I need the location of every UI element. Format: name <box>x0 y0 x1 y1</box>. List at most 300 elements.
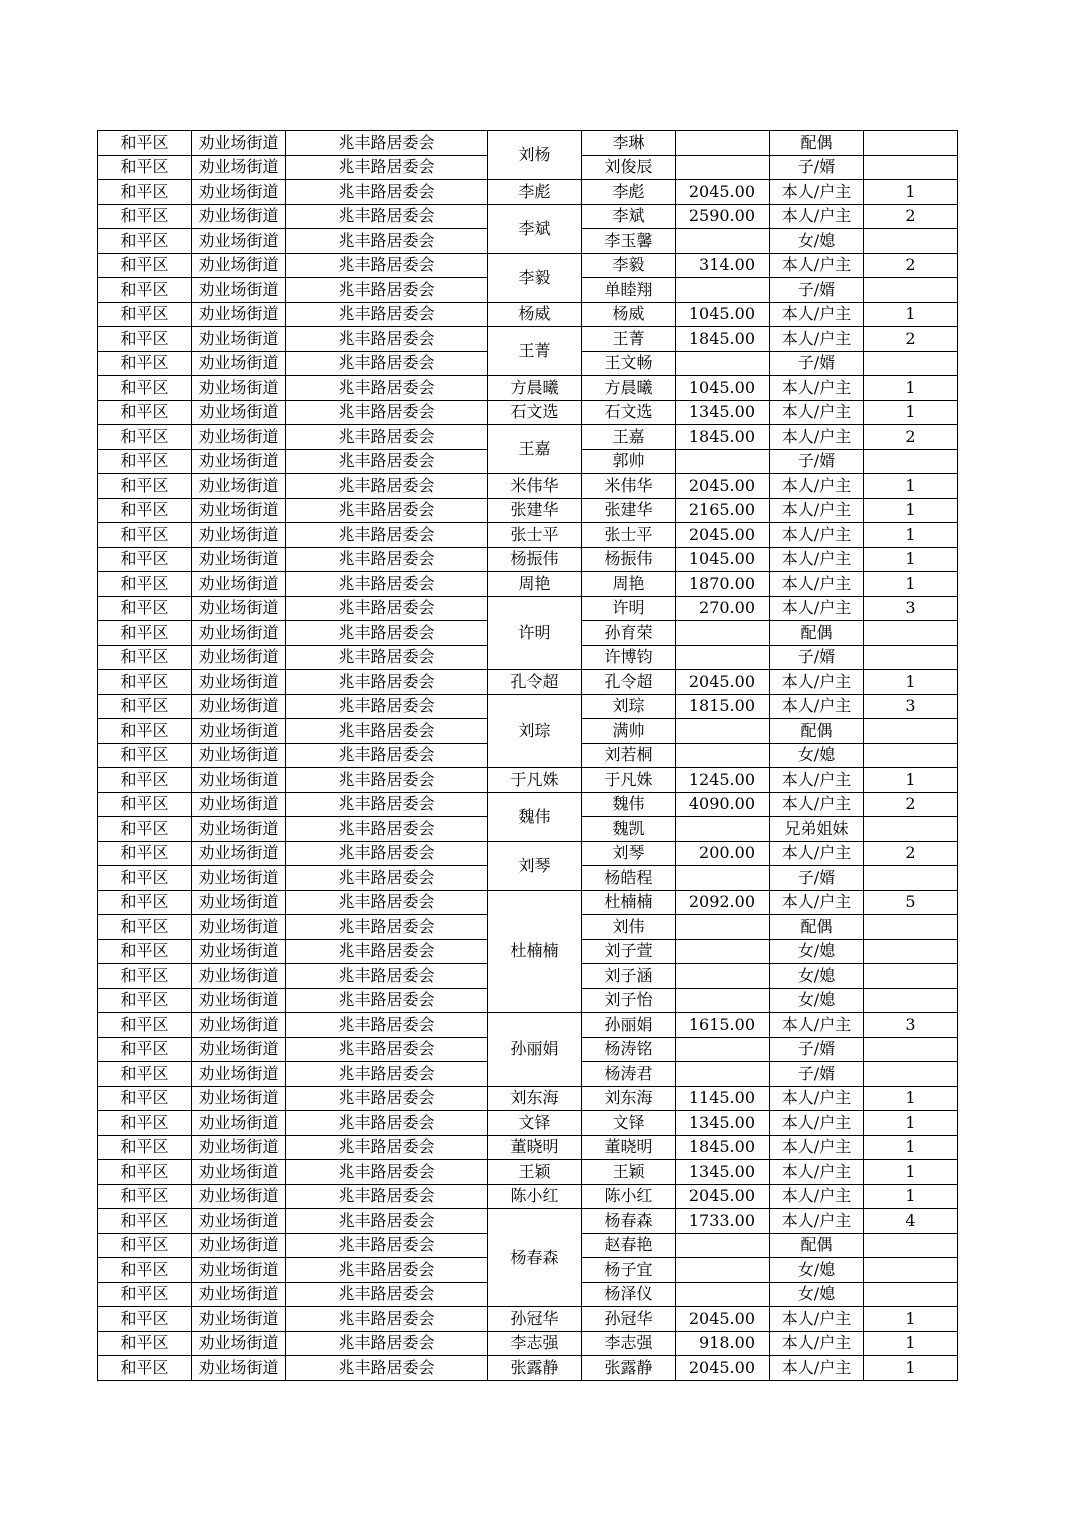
member-name-cell: 李琳 <box>582 131 676 156</box>
relation-cell: 本人/户主 <box>770 1184 864 1209</box>
relation-cell: 子/婿 <box>770 1037 864 1062</box>
household-head-cell: 李斌 <box>488 204 582 253</box>
table-row <box>98 425 958 450</box>
district-cell: 和平区 <box>98 792 192 817</box>
district-cell: 和平区 <box>98 1062 192 1087</box>
household-size-cell <box>864 229 958 254</box>
household-size-cell: 1 <box>864 1135 958 1160</box>
relation-cell: 子/婿 <box>770 155 864 180</box>
committee-cell: 兆丰路居委会 <box>286 180 488 205</box>
district-cell: 和平区 <box>98 817 192 842</box>
relation-cell: 本人/户主 <box>770 523 864 548</box>
member-name-cell: 刘伟 <box>582 915 676 940</box>
subdistrict-cell: 劝业场街道 <box>192 866 286 891</box>
subdistrict-cell: 劝业场街道 <box>192 1233 286 1258</box>
amount-cell <box>676 817 770 842</box>
household-size-cell: 1 <box>864 1331 958 1356</box>
table-row <box>98 523 958 548</box>
district-cell: 和平区 <box>98 1013 192 1038</box>
amount-cell: 4090.00 <box>676 792 770 817</box>
subdistrict-cell: 劝业场街道 <box>192 1160 286 1185</box>
household-size-cell <box>864 915 958 940</box>
member-name-cell: 杨涛君 <box>582 1062 676 1087</box>
household-size-cell <box>864 1258 958 1283</box>
household-size-cell <box>864 351 958 376</box>
subdistrict-cell: 劝业场街道 <box>192 1062 286 1087</box>
district-cell: 和平区 <box>98 1135 192 1160</box>
district-cell: 和平区 <box>98 866 192 891</box>
member-name-cell: 郭帅 <box>582 449 676 474</box>
relation-cell: 本人/户主 <box>770 400 864 425</box>
amount-cell <box>676 1282 770 1307</box>
table-row <box>98 376 958 401</box>
relation-cell: 本人/户主 <box>770 1209 864 1234</box>
household-size-cell <box>864 155 958 180</box>
committee-cell: 兆丰路居委会 <box>286 253 488 278</box>
relation-cell: 本人/户主 <box>770 253 864 278</box>
subdistrict-cell: 劝业场街道 <box>192 131 286 156</box>
committee-cell: 兆丰路居委会 <box>286 792 488 817</box>
relation-cell: 本人/户主 <box>770 1331 864 1356</box>
household-size-cell <box>864 743 958 768</box>
member-name-cell: 于凡姝 <box>582 768 676 793</box>
relation-cell: 本人/户主 <box>770 694 864 719</box>
household-head-cell: 刘琴 <box>488 841 582 890</box>
household-size-cell: 2 <box>864 327 958 352</box>
household-head-cell: 张建华 <box>488 498 582 523</box>
amount-cell <box>676 719 770 744</box>
household-head-cell: 孙丽娟 <box>488 1013 582 1087</box>
amount-cell: 1345.00 <box>676 400 770 425</box>
committee-cell: 兆丰路居委会 <box>286 817 488 842</box>
amount-cell: 314.00 <box>676 253 770 278</box>
subdistrict-cell: 劝业场街道 <box>192 523 286 548</box>
committee-cell: 兆丰路居委会 <box>286 229 488 254</box>
relation-cell: 子/婿 <box>770 1062 864 1087</box>
subdistrict-cell: 劝业场街道 <box>192 670 286 695</box>
member-name-cell: 杨泽仪 <box>582 1282 676 1307</box>
committee-cell: 兆丰路居委会 <box>286 694 488 719</box>
district-cell: 和平区 <box>98 645 192 670</box>
household-head-cell: 张士平 <box>488 523 582 548</box>
amount-cell: 1345.00 <box>676 1160 770 1185</box>
household-size-cell: 1 <box>864 376 958 401</box>
committee-cell: 兆丰路居委会 <box>286 1160 488 1185</box>
relation-cell: 女/媳 <box>770 1282 864 1307</box>
committee-cell: 兆丰路居委会 <box>286 572 488 597</box>
relation-cell: 本人/户主 <box>770 204 864 229</box>
relation-cell: 子/婿 <box>770 866 864 891</box>
district-cell: 和平区 <box>98 229 192 254</box>
relation-cell: 本人/户主 <box>770 670 864 695</box>
household-head-cell: 米伟华 <box>488 474 582 499</box>
committee-cell: 兆丰路居委会 <box>286 988 488 1013</box>
district-cell: 和平区 <box>98 1086 192 1111</box>
member-name-cell: 石文选 <box>582 400 676 425</box>
household-size-cell <box>864 278 958 303</box>
member-name-cell: 单睦翔 <box>582 278 676 303</box>
amount-cell: 200.00 <box>676 841 770 866</box>
amount-cell <box>676 939 770 964</box>
member-name-cell: 刘子怡 <box>582 988 676 1013</box>
district-cell: 和平区 <box>98 1331 192 1356</box>
district-cell: 和平区 <box>98 1282 192 1307</box>
relation-cell: 本人/户主 <box>770 1160 864 1185</box>
relation-cell: 本人/户主 <box>770 327 864 352</box>
household-size-cell: 1 <box>864 1184 958 1209</box>
district-cell: 和平区 <box>98 621 192 646</box>
table-row <box>98 498 958 523</box>
member-name-cell: 杨威 <box>582 302 676 327</box>
household-table <box>97 130 958 1381</box>
district-cell: 和平区 <box>98 670 192 695</box>
district-cell: 和平区 <box>98 498 192 523</box>
amount-cell: 1615.00 <box>676 1013 770 1038</box>
subdistrict-cell: 劝业场街道 <box>192 964 286 989</box>
table-row <box>98 1111 958 1136</box>
subdistrict-cell: 劝业场街道 <box>192 498 286 523</box>
subdistrict-cell: 劝业场街道 <box>192 988 286 1013</box>
amount-cell: 1845.00 <box>676 327 770 352</box>
household-head-cell: 王颖 <box>488 1160 582 1185</box>
district-cell: 和平区 <box>98 327 192 352</box>
member-name-cell: 陈小红 <box>582 1184 676 1209</box>
member-name-cell: 李斌 <box>582 204 676 229</box>
subdistrict-cell: 劝业场街道 <box>192 1111 286 1136</box>
relation-cell: 女/媳 <box>770 939 864 964</box>
subdistrict-cell: 劝业场街道 <box>192 1356 286 1381</box>
committee-cell: 兆丰路居委会 <box>286 474 488 499</box>
household-size-cell <box>864 621 958 646</box>
amount-cell <box>676 743 770 768</box>
household-size-cell: 2 <box>864 253 958 278</box>
member-name-cell: 魏凯 <box>582 817 676 842</box>
household-size-cell <box>864 817 958 842</box>
household-size-cell: 1 <box>864 1111 958 1136</box>
committee-cell: 兆丰路居委会 <box>286 155 488 180</box>
district-cell: 和平区 <box>98 425 192 450</box>
household-head-cell: 周艳 <box>488 572 582 597</box>
household-head-cell: 杨振伟 <box>488 547 582 572</box>
amount-cell: 2045.00 <box>676 1307 770 1332</box>
relation-cell: 本人/户主 <box>770 302 864 327</box>
member-name-cell: 孙育荣 <box>582 621 676 646</box>
household-head-cell: 王菁 <box>488 327 582 376</box>
committee-cell: 兆丰路居委会 <box>286 449 488 474</box>
subdistrict-cell: 劝业场街道 <box>192 890 286 915</box>
subdistrict-cell: 劝业场街道 <box>192 1307 286 1332</box>
amount-cell: 2165.00 <box>676 498 770 523</box>
household-size-cell <box>864 939 958 964</box>
household-size-cell: 1 <box>864 1086 958 1111</box>
relation-cell: 女/媳 <box>770 743 864 768</box>
household-head-cell: 杜楠楠 <box>488 890 582 1013</box>
district-cell: 和平区 <box>98 302 192 327</box>
amount-cell: 1045.00 <box>676 547 770 572</box>
amount-cell: 2092.00 <box>676 890 770 915</box>
member-name-cell: 刘子涵 <box>582 964 676 989</box>
committee-cell: 兆丰路居委会 <box>286 1086 488 1111</box>
relation-cell: 本人/户主 <box>770 1356 864 1381</box>
relation-cell: 本人/户主 <box>770 547 864 572</box>
subdistrict-cell: 劝业场街道 <box>192 1013 286 1038</box>
committee-cell: 兆丰路居委会 <box>286 915 488 940</box>
committee-cell: 兆丰路居委会 <box>286 302 488 327</box>
household-size-cell: 1 <box>864 498 958 523</box>
subdistrict-cell: 劝业场街道 <box>192 1135 286 1160</box>
committee-cell: 兆丰路居委会 <box>286 1062 488 1087</box>
committee-cell: 兆丰路居委会 <box>286 1013 488 1038</box>
relation-cell: 女/媳 <box>770 229 864 254</box>
table-row <box>98 253 958 278</box>
household-size-cell: 3 <box>864 694 958 719</box>
relation-cell: 女/媳 <box>770 1258 864 1283</box>
district-cell: 和平区 <box>98 694 192 719</box>
committee-cell: 兆丰路居委会 <box>286 1111 488 1136</box>
relation-cell: 本人/户主 <box>770 768 864 793</box>
household-size-cell: 1 <box>864 302 958 327</box>
household-size-cell: 1 <box>864 474 958 499</box>
amount-cell: 1045.00 <box>676 302 770 327</box>
district-cell: 和平区 <box>98 131 192 156</box>
district-cell: 和平区 <box>98 376 192 401</box>
amount-cell: 1845.00 <box>676 425 770 450</box>
household-head-cell: 杨威 <box>488 302 582 327</box>
district-cell: 和平区 <box>98 1037 192 1062</box>
committee-cell: 兆丰路居委会 <box>286 376 488 401</box>
subdistrict-cell: 劝业场街道 <box>192 400 286 425</box>
household-head-cell: 石文选 <box>488 400 582 425</box>
member-name-cell: 杨春森 <box>582 1209 676 1234</box>
member-name-cell: 王嘉 <box>582 425 676 450</box>
household-size-cell: 1 <box>864 523 958 548</box>
member-name-cell: 杜楠楠 <box>582 890 676 915</box>
amount-cell: 1815.00 <box>676 694 770 719</box>
relation-cell: 子/婿 <box>770 645 864 670</box>
household-size-cell: 3 <box>864 1013 958 1038</box>
district-cell: 和平区 <box>98 1111 192 1136</box>
committee-cell: 兆丰路居委会 <box>286 596 488 621</box>
member-name-cell: 孙冠华 <box>582 1307 676 1332</box>
table-row <box>98 1013 958 1038</box>
amount-cell <box>676 988 770 1013</box>
committee-cell: 兆丰路居委会 <box>286 278 488 303</box>
district-cell: 和平区 <box>98 596 192 621</box>
table-row <box>98 400 958 425</box>
relation-cell: 配偶 <box>770 621 864 646</box>
member-name-cell: 孙丽娟 <box>582 1013 676 1038</box>
amount-cell: 1145.00 <box>676 1086 770 1111</box>
table-row <box>98 474 958 499</box>
district-cell: 和平区 <box>98 547 192 572</box>
relation-cell: 配偶 <box>770 131 864 156</box>
member-name-cell: 张士平 <box>582 523 676 548</box>
household-size-cell <box>864 645 958 670</box>
district-cell: 和平区 <box>98 1209 192 1234</box>
subdistrict-cell: 劝业场街道 <box>192 278 286 303</box>
subdistrict-cell: 劝业场街道 <box>192 817 286 842</box>
committee-cell: 兆丰路居委会 <box>286 204 488 229</box>
member-name-cell: 刘琮 <box>582 694 676 719</box>
relation-cell: 配偶 <box>770 719 864 744</box>
table-row <box>98 1356 958 1381</box>
subdistrict-cell: 劝业场街道 <box>192 694 286 719</box>
subdistrict-cell: 劝业场街道 <box>192 841 286 866</box>
household-head-cell: 许明 <box>488 596 582 670</box>
committee-cell: 兆丰路居委会 <box>286 1184 488 1209</box>
table-row <box>98 1209 958 1234</box>
amount-cell <box>676 449 770 474</box>
subdistrict-cell: 劝业场街道 <box>192 719 286 744</box>
table-row <box>98 1135 958 1160</box>
district-cell: 和平区 <box>98 180 192 205</box>
household-size-cell: 2 <box>864 204 958 229</box>
committee-cell: 兆丰路居委会 <box>286 964 488 989</box>
member-name-cell: 杨皓程 <box>582 866 676 891</box>
subdistrict-cell: 劝业场街道 <box>192 596 286 621</box>
relation-cell: 本人/户主 <box>770 1086 864 1111</box>
member-name-cell: 魏伟 <box>582 792 676 817</box>
committee-cell: 兆丰路居委会 <box>286 1331 488 1356</box>
amount-cell: 1245.00 <box>676 768 770 793</box>
table-row <box>98 841 958 866</box>
household-size-cell: 1 <box>864 1160 958 1185</box>
committee-cell: 兆丰路居委会 <box>286 547 488 572</box>
household-head-cell: 孔令超 <box>488 670 582 695</box>
committee-cell: 兆丰路居委会 <box>286 523 488 548</box>
member-name-cell: 刘子萱 <box>582 939 676 964</box>
member-name-cell: 许明 <box>582 596 676 621</box>
amount-cell <box>676 866 770 891</box>
committee-cell: 兆丰路居委会 <box>286 719 488 744</box>
amount-cell: 2045.00 <box>676 1356 770 1381</box>
relation-cell: 本人/户主 <box>770 890 864 915</box>
committee-cell: 兆丰路居委会 <box>286 351 488 376</box>
member-name-cell: 刘东海 <box>582 1086 676 1111</box>
committee-cell: 兆丰路居委会 <box>286 1307 488 1332</box>
member-name-cell: 张露静 <box>582 1356 676 1381</box>
district-cell: 和平区 <box>98 572 192 597</box>
amount-cell: 918.00 <box>676 1331 770 1356</box>
committee-cell: 兆丰路居委会 <box>286 425 488 450</box>
subdistrict-cell: 劝业场街道 <box>192 645 286 670</box>
district-cell: 和平区 <box>98 939 192 964</box>
household-size-cell: 3 <box>864 596 958 621</box>
district-cell: 和平区 <box>98 1184 192 1209</box>
member-name-cell: 王颖 <box>582 1160 676 1185</box>
household-size-cell: 1 <box>864 400 958 425</box>
household-head-cell: 李志强 <box>488 1331 582 1356</box>
relation-cell: 女/媳 <box>770 988 864 1013</box>
committee-cell: 兆丰路居委会 <box>286 131 488 156</box>
table-row <box>98 1307 958 1332</box>
committee-cell: 兆丰路居委会 <box>286 1209 488 1234</box>
subdistrict-cell: 劝业场街道 <box>192 253 286 278</box>
member-name-cell: 杨子宜 <box>582 1258 676 1283</box>
relation-cell: 本人/户主 <box>770 841 864 866</box>
committee-cell: 兆丰路居委会 <box>286 1356 488 1381</box>
relation-cell: 本人/户主 <box>770 376 864 401</box>
district-cell: 和平区 <box>98 1258 192 1283</box>
relation-cell: 本人/户主 <box>770 180 864 205</box>
district-cell: 和平区 <box>98 988 192 1013</box>
amount-cell <box>676 915 770 940</box>
table-row <box>98 131 958 156</box>
committee-cell: 兆丰路居委会 <box>286 621 488 646</box>
subdistrict-cell: 劝业场街道 <box>192 425 286 450</box>
table-row <box>98 768 958 793</box>
district-cell: 和平区 <box>98 890 192 915</box>
district-cell: 和平区 <box>98 278 192 303</box>
subdistrict-cell: 劝业场街道 <box>192 1184 286 1209</box>
district-cell: 和平区 <box>98 841 192 866</box>
table-row <box>98 180 958 205</box>
household-head-cell: 于凡姝 <box>488 768 582 793</box>
amount-cell <box>676 351 770 376</box>
subdistrict-cell: 劝业场街道 <box>192 376 286 401</box>
member-name-cell: 李毅 <box>582 253 676 278</box>
household-head-cell: 李毅 <box>488 253 582 302</box>
subdistrict-cell: 劝业场街道 <box>192 180 286 205</box>
table-row <box>98 1160 958 1185</box>
amount-cell <box>676 278 770 303</box>
household-size-cell: 2 <box>864 425 958 450</box>
household-size-cell <box>864 1062 958 1087</box>
subdistrict-cell: 劝业场街道 <box>192 1282 286 1307</box>
subdistrict-cell: 劝业场街道 <box>192 1258 286 1283</box>
table-row <box>98 1331 958 1356</box>
member-name-cell: 李志强 <box>582 1331 676 1356</box>
member-name-cell: 刘琴 <box>582 841 676 866</box>
district-cell: 和平区 <box>98 1160 192 1185</box>
relation-cell: 子/婿 <box>770 449 864 474</box>
relation-cell: 本人/户主 <box>770 1111 864 1136</box>
relation-cell: 配偶 <box>770 1233 864 1258</box>
committee-cell: 兆丰路居委会 <box>286 645 488 670</box>
household-size-cell <box>864 1037 958 1062</box>
subdistrict-cell: 劝业场街道 <box>192 743 286 768</box>
household-size-cell: 4 <box>864 1209 958 1234</box>
district-cell: 和平区 <box>98 719 192 744</box>
member-name-cell: 许博钧 <box>582 645 676 670</box>
household-head-cell: 刘杨 <box>488 131 582 180</box>
amount-cell: 1345.00 <box>676 1111 770 1136</box>
household-size-cell: 2 <box>864 792 958 817</box>
committee-cell: 兆丰路居委会 <box>286 1135 488 1160</box>
district-cell: 和平区 <box>98 768 192 793</box>
subdistrict-cell: 劝业场街道 <box>192 1037 286 1062</box>
district-cell: 和平区 <box>98 204 192 229</box>
household-size-cell <box>864 131 958 156</box>
household-head-cell: 杨春森 <box>488 1209 582 1307</box>
relation-cell: 本人/户主 <box>770 1135 864 1160</box>
household-size-cell: 1 <box>864 1307 958 1332</box>
member-name-cell: 孔令超 <box>582 670 676 695</box>
household-head-cell: 魏伟 <box>488 792 582 841</box>
table-row <box>98 1184 958 1209</box>
relation-cell: 女/媳 <box>770 964 864 989</box>
subdistrict-cell: 劝业场街道 <box>192 547 286 572</box>
subdistrict-cell: 劝业场街道 <box>192 1331 286 1356</box>
member-name-cell: 赵春艳 <box>582 1233 676 1258</box>
amount-cell: 2590.00 <box>676 204 770 229</box>
table-row <box>98 596 958 621</box>
amount-cell <box>676 131 770 156</box>
district-cell: 和平区 <box>98 743 192 768</box>
subdistrict-cell: 劝业场街道 <box>192 792 286 817</box>
relation-cell: 本人/户主 <box>770 1013 864 1038</box>
committee-cell: 兆丰路居委会 <box>286 400 488 425</box>
